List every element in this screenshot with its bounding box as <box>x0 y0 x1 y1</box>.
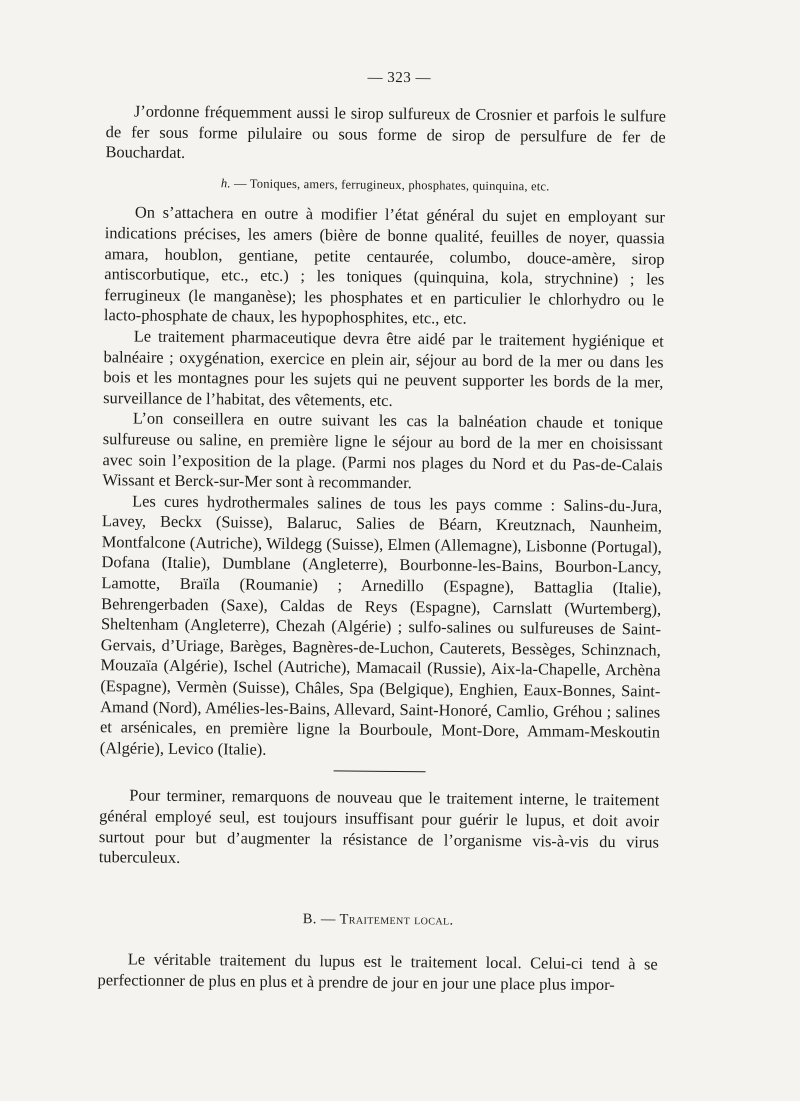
paragraph-6: Pour terminer, remarquons de nouveau que le traitement interne, le traitement général employé seul, est toujours insuffisant pour guérir le lupus, et doit avoir surtout pour but d’augmenter la résistance de l’organisme vis-à-vis du virus tuberculeux. <box>98 785 660 868</box>
page-number: — 323 — <box>367 69 432 87</box>
subheading <box>105 172 665 198</box>
paragraph-3: Le traitement pharmaceutique devra être aidé par le traitement hygiénique et balnéaire ; oxygénation, exercice en plein air, séjour au bord de la mer ou dans les bois et les montagnes pour les sujets qui ne peuvent supporter les bords de la mer, surveillance de l’habitat, des vêtements, etc. <box>103 326 664 410</box>
paragraph-2: On s’attachera en outre à modifier l’état général du sujet en employant sur indications précises, les amers (bière de bonne qualité, feuilles de noyer, quassia amara, houblon, gentiane, petite centaurée, columbo, douce-amère, sirop antiscorbutique, etc., etc.) ; les toniques (quinquina, kola, strychnine) ; les ferrugineux (le manganèse); les phosphates et en particulier le chlorhydro ou le lacto-phosphate de chaux, les hypophosphites, etc., etc. <box>103 202 666 328</box>
section-heading: B. — Traitement local. <box>302 910 454 929</box>
subheading-letter: h. <box>220 176 231 191</box>
body-text <box>97 101 666 996</box>
paragraph-7: Le véritable traitement du lupus est le traitement local. Celui-ci tend à se perfectionner de plus en plus et à prendre de jour en jour une place plus impor- <box>97 949 658 995</box>
paragraph-5: Les cures hydrothermales salines de tous les pays comme : Salins-du-Jura, Lavey, Beckx (Suisse), Balaruc, Salies de Béarn, Kreutznach, Naunheim, Montfalcone (Autriche), Wildegg (Suisse), Elmen (Allemagne), Lisbonne (Portugal), Dofana (Italie), Dumblane (Angleterre), Bourbonne-les-Bains, Bourbon-Lancy, Lamotte, Braïla (Roumanie) ; Arnedillo (Espagne), Battaglia (Italie), Behrengerbaden (Saxe), Caldas de Reys (Espagne), Carnslatt (Wurtemberg), Sheltenham (Angleterre), Chezah (Algérie) ; sulfo-salines ou sulfureuses de Saint-Gervais, d’Uriage, Barèges, Bagnères-de-Luchon, Cauterets, Bessèges, Schinznach, Mouzaïa (Algérie), Ischel (Autriche), Mamacail (Russie), Aix-la-Chapelle, Archèna (Espagne), Vermèn (Suisse), Châles, Spa (Belgique), Enghien, Eaux-Bonnes, Saint-Amand (Nord), Amélies-les-Bains, Allevard, Saint-Honoré, Camlio, Gréhou ; salines et arsénicales, en première ligne la Bourboule, Mont-Dore, Ammam-Meskoutin (Algérie), Levico (Italie). <box>99 491 663 759</box>
paragraph-1: J’ordonne fréquemment aussi le sirop sulfureux de Crosnier et parfois le sulfure de fer sous forme pilulaire ou sous forme de sirop de persulfure de fer de Bouchardat. <box>105 101 666 163</box>
subheading-text: — Toniques, amers, ferrugineux, phosphates, quinquina, etc. <box>233 176 550 194</box>
divider-rule <box>334 771 426 773</box>
paragraph-4: L’on conseillera en outre suivant les cas la balnéation chaude et tonique sulfureuse ou saline, en première ligne le séjour au bord de la mer en choisissant avec soin l’exposition de la plage. (Parmi nos plages du Nord et du Pas-de-Calais Wissant et Berck-sur-Mer sont à recommander. <box>102 408 664 493</box>
